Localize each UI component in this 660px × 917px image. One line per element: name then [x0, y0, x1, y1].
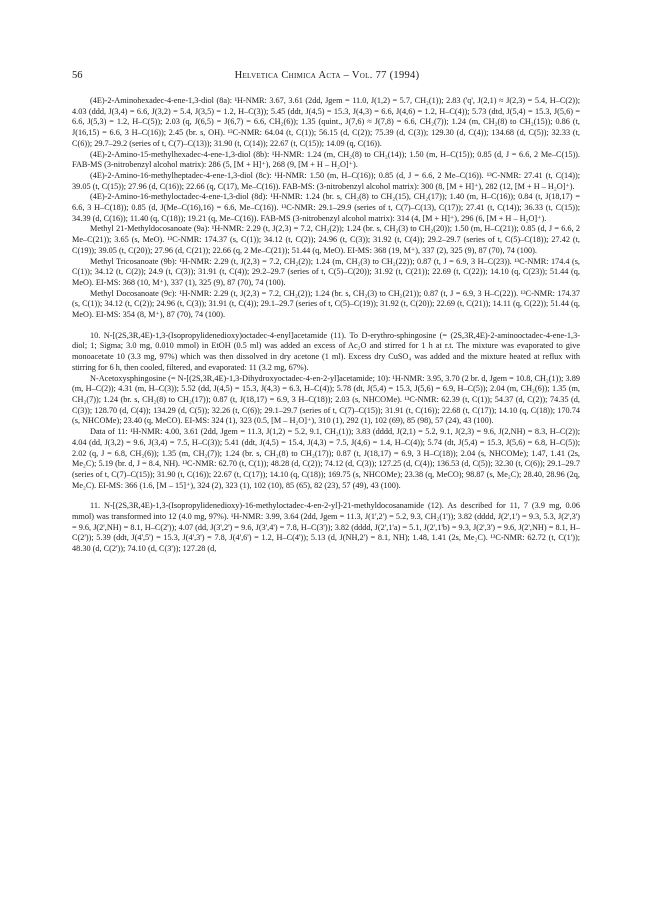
paragraph-compound-8d: (4E)-2-Amino-16-methyloctadec-4-ene-1,3-diol (8d): ¹H-NMR: 1.24 (br. s, CH₂(8) to CH₂(15), CH₂(17)); 1.40 (m, H–C(16)); 0.84 (t, J(18,17) = 6.6, 3 H–C(18)); 0.85 (d, J(Me–C(16),16) = 6.6, Me–C(16)). ¹³C-NMR: 29.1–29.9 (series of t, C(7)–C(13), C(17)); 27.41 (t, C(14)); 36.33 (t, C(15)); 34.39 (d, C(16)); 11.40 (q, C(18)); 19.21 (q, Me–C(16)). FAB-MS (3-nitrobenzyl alcohol matrix): 314 (4, [M + H]⁺), 296 (6, [M + H – H₂O]⁺). [72, 192, 580, 223]
page-number: 56 [72, 70, 83, 81]
paragraph-compound-9a: Methyl 21-Methyldocosanoate (9a): ¹H-NMR: 2.29 (t, J(2,3) = 7.2, CH₂(2)); 1.24 (br. s, CH₂(3) to CH₂(20)); 1.50 (m, H–C(21)); 0.85 (d, J = 6.6, 2 Me–C(21)); 3.65 (s, MeO). ¹³C-NMR: 174.37 (s, C(1)); 34.12 (t, C(2)); 24.96 (t, C(3)); 31.92 (t, C(4)); 29.2–29.7 (series of t, C(5)–C(18)); 27.42 (t, C(19)); 39.05 (t, C(20)); 27.96 (d, C(21)); 22.66 (q, 2 Me–C(21)); 51.44 (q, MeO). EI-MS: 368 (19, M⁺), 337 (2), 325 (9), 87 (70), 74 (100). [72, 224, 580, 255]
paragraph-compound-9c: Methyl Docosanoate (9c): ¹H-NMR: 2.29 (t, J(2,3) = 7.2, CH₂(2)); 1.24 (br. s, CH₂(3) to CH₂(21)); 0.87 (t, J = 6.9, 3 H–C(22)). ¹³C-NMR: 174.37 (s, C(1)); 34.12 (t, C(2)); 24.96 (t, C(3)); 31.91 (t, C(4)); 29.1–29.7 (series of t, C(5)–C(19)); 31.92 (t, C(20)); 22.69 (t, C(21)); 14.11 (q, C(22)); 51.44 (q, MeO). EI-MS: 354 (8, M⁺), 87 (70), 74 (100). [72, 288, 580, 320]
paragraph-section-10: 10. N-[(2S,3R,4E)-1,3-(Isopropylidenedioxy)octadec-4-enyl]acetamide (11). To D-erythro-sphingosine (= (2S,3R,4E)-2-aminooctadec-4-ene-1,3-diol; 1; Sigma; 3.0 mg, 0.010 mmol) in EtOH (0.5 ml) was added an excess of Ac₂O and stirred for 1 h at r.t. The mixture was evaporated to give monoacetate 10 (3.3 mg, 97%) which was then dissolved in dry acetone (1 ml). Excess dry CuSO₄ was added and the mixture heated at reflux with stirring for 6 h, then cooled, filtered, and evaporated: 11 (3.2 mg, 67%). [72, 330, 580, 372]
article-body [72, 96, 580, 555]
paragraph-compound-11: Data of 11: ¹H-NMR: 4.00, 3.61 (2dd, Jgem = 11.3, J(1,2) = 5.2, 9.1, CH₂(1)); 3.83 (dddd, J(2,1) = 5.2, 9.1, J(2,3) = 9.6, J(2,NH) = 8.3, H–C(2)); 4.04 (dd, J(3,2) = 9.6, J(3,4) = 7.5, H–C(3)); 5.41 (ddt, J(4,5) = 15.4, J(4,3) = 7.5, J(4,6) = 1.4, H–C(4)); 5.74 (dt, J(5,4) = 15.3, J(5,6) = 6.8, H–C(5)); 2.02 (q, J = 6.8, CH₂(6)); 1.35 (m, CH₂(7)); 1.24 (br. s, CH₂(8) to CH₂(17)); 0.87 (t, J(18,17) = 6.9, 3 H–C(18)); 2.04 (s, NHCOMe); 1.47, 1.41 (2s, Me₂C); 5.19 (br. d, J = 8.4, NH). ¹³C-NMR: 62.70 (t, C(1)); 48.28 (d, C(2)); 74.12 (d, C(3)); 127.25 (d, C(4)); 136.53 (d, C(5)); 32.30 (t, C(6)); 29.1–29.7 (series of t, C(7)–C(15)); 31.90 (t, C(16)); 22.67 (t, C(17)); 14.10 (q, C(18)); 169.75 (s, NHCOMe); 23.38 (q, MeCO); 98.87 (s, Me₂C); 28.40, 28.96 (2q, Me₂C). EI-MS: 366 (1.6, [M – 15]⁺), 324 (2), 323 (1), 102 (10), 85 (65), 82 (23), 57 (49), 43 (100). [72, 427, 580, 490]
paragraph-compound-8c: (4E)-2-Amino-16-methylheptadec-4-ene-1,3-diol (8c): ¹H-NMR: 1.50 (m, H–C(16)); 0.85 (d, J = 6.6, 2 Me–C(16)). ¹³C-NMR: 27.41 (t, C(14)); 39.05 (t, C(15)); 27.96 (d, C(16)); 22.66 (q, C(17), Me–C(16)). FAB-MS: (3-nitrobenzyl alcohol matrix): 300 (8, [M + H]⁺), 282 (12, [M + H – H₂O]⁺). [72, 170, 580, 191]
paragraph-compound-8a: (4E)-2-Aminohexadec-4-ene-1,3-diol (8a): ¹H-NMR: 3.67, 3.61 (2dd, Jgem = 11.0, J(1,2) = 5.7, CH₂(1)); 2.83 ('q', J(2,1) ≈ J(2,3) = 5.4, H–C(2)); 4.03 (ddd, J(3,4) = 6.6, J(3,2) = 5.4, J(3,5) = 1.2, H–C(3)); 5.45 (ddt, J(4,5) = 15.3, J(4,3) = 6.6, J(4,6) = 1.2, H–C(4)); 5.73 (dtd, J(5,4) = 15.3, J(5,6) = 6.6, J(5,3) = 1.2, H–C(5)); 2.03 (q, J(6,5) = J(6,7) = 6.6, CH₂(6)); 1.35 (quint., J(7,6) ≈ J(7,8) = 6.6, CH₂(7)); 1.24 (m, CH₂(8) to CH₂(15)); 0.86 (t, J(16,15) = 6.6, 3 H–C(16)); 2.45 (br. s, OH). ¹³C-NMR: 64.04 (t, C(1)); 56.15 (d, C(2)); 75.39 (d, C(3)); 129.30 (d, C(4)); 134.68 (d, C(5)); 32.33 (t, C(6)); 29.7–29.2 (series of t, C(7)–C(13)); 31.90 (t, C(14)); 22.67 (t, C(15)); 14.09 (q, C(16)). [72, 96, 580, 148]
paragraph-compound-8b: (4E)-2-Amino-15-methylhexadec-4-ene-1,3-diol (8b): ¹H-NMR: 1.24 (m, CH₂(8) to CH₂(14)); 1.50 (m, H–C(15)); 0.85 (d, J = 6.6, 2 Me–C(15)). FAB-MS (3-nitrobenzyl alcohol matrix): 286 (5, [M + H]⁺), 268 (9, [M + H – H₂O]⁺). [72, 149, 580, 170]
paragraph-compound-10: N-Acetoxysphingosine (= N-[(2S,3R,4E)-1,3-Dihydroxyoctadec-4-en-2-yl]acetamide; 10): ¹H-NMR: 3.95, 3.70 (2 br. d, Jgem = 10.8, CH₂(1)); 3.89 (m, H–C(2)); 4.31 (m, H–C(3)); 5.52 (dd, J(4,5) = 15.3, J(4,3) = 6.3, H–C(4)); 5.78 (dt, J(5,4) = 15.3, J(5,6) = 6.9, H–C(5)); 2.04 (m, CH₂(6)); 1.35 (m, CH₂(7)); 1.24 (br. s, CH₂(8) to CH₂(17)); 0.87 (t, J(18,17) = 6.9, 3 H–C(18)); 2.03 (s, NHCOMe). ¹³C-NMR: 62.39 (t, C(1)); 54.37 (d, C(2)); 74.35 (d, C(3)); 128.70 (d, C(4)); 134.29 (d, C(5)); 32.26 (t, C(6)); 29.1–29.7 (series of t, C(7)–C(15)); 31.91 (t, C(16)); 22.68 (t, C(17)); 14.10 (q, C(18)); 170.74 (s, NHCOMe); 23.40 (q, MeCO). EI-MS: 324 (1), 323 (0.5, [M – H₂O]⁺), 310 (1), 292 (1), 102 (69), 85 (98), 57 (24), 43 (100). [72, 373, 580, 426]
paragraph-section-11: 11. N-[(2S,3R,4E)-1,3-(Isopropylidenedioxy)-16-methyloctadec-4-en-2-yl]-21-methyldocosanamide (12). As described for 11, 7 (3.9 mg, 0.06 mmol) was transformed into 12 (4.0 mg, 97%). ¹H-NMR: 3.99, 3.64 (2dd, Jgem = 11.3, J(1',2') = 5.2, 9.3, CH₂(1')); 3.82 (dddd, J(2',1') = 9.3, 5.3, J(2',3') = 9.6, J(2',NH) = 8.1, H–C(2')); 4.07 (dd, J(3',2') = 9.6, J(3',4') = 7.8, H–C(3')); 3.82 (dddd, J(2',1'a) = 5.1, J(2',1'b) = 9.3, J(2',3') = 9.6, J(2',NH) = 8.1, H–C(2')); 5.39 (ddt, J(4',5') = 15.3, J(4',3') = 7.8, J(4',6') = 1.2, H–C(4')); 5.13 (d, J(NH,2') = 8.1, NH); 1.48, 1.41 (2s, Me₂C). ¹³C-NMR: 62.72 (t, C(1')); 48.30 (d, C(2')); 74.10 (d, C(3')); 127.28 (d, [72, 501, 580, 554]
paragraph-compound-9b: Methyl Tricosanoate (9b): ¹H-NMR: 2.29 (t, J(2,3) = 7.2, CH₂(2)); 1.24 (m, CH₂(3) to CH₂(22)); 0.87 (t, J = 6.9, 3 H–C(23)). ¹³C-NMR: 174.4 (s, C(1)); 34.12 (t, C(2)); 24.9 (t, C(3)); 31.91 (t, C(4)); 29.2–29.7 (series of t, C(5)–C(20)); 31.92 (t, C(21)); 22.69 (t, C(22)); 14.10 (q, C(23)); 51.44 (q, MeO). EI-MS: 368 (10, M⁺), 337 (1), 325 (9), 87 (70), 74 (100). [72, 256, 580, 287]
page-header [72, 70, 582, 86]
running-title: Helvetica Chimica Acta – Vol. 77 (1994) [234, 70, 420, 81]
